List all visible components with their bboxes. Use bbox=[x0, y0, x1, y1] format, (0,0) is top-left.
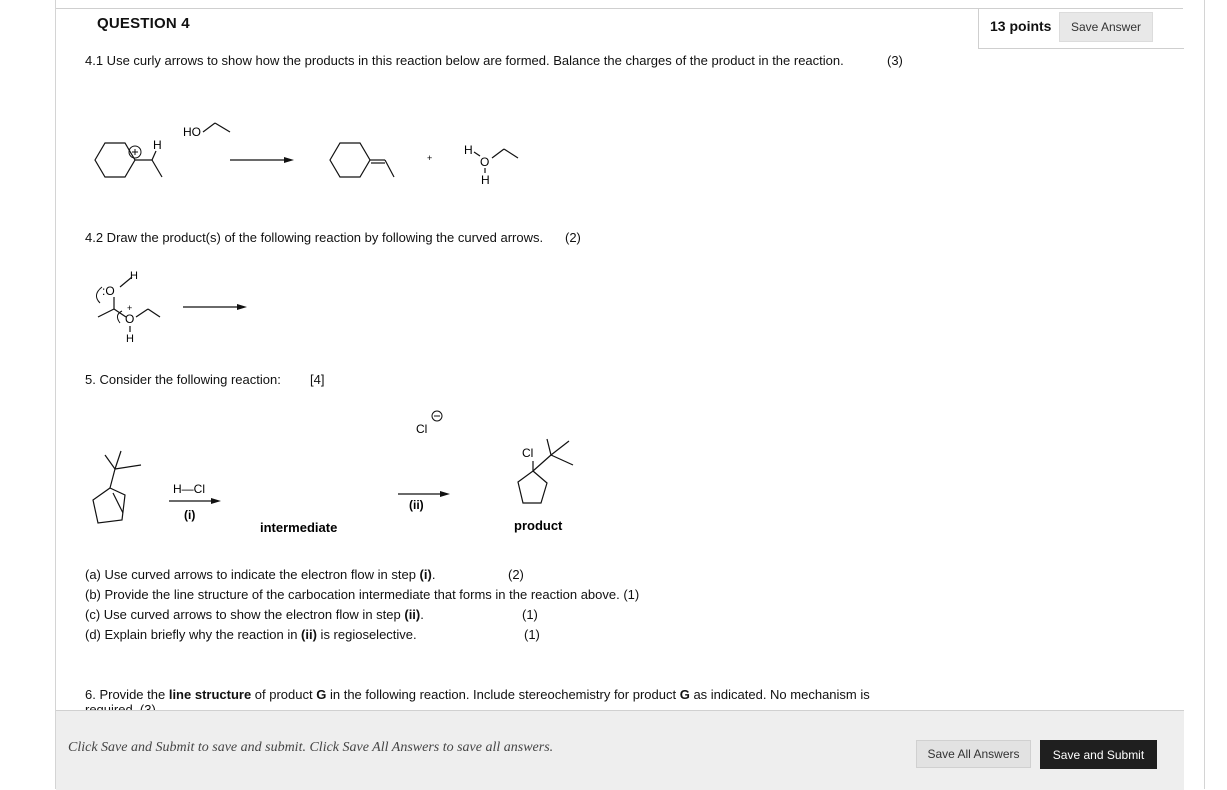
tbutyl-1 bbox=[105, 455, 115, 469]
h-label-1: H bbox=[153, 138, 162, 152]
save-all-answers-button[interactable]: Save All Answers bbox=[916, 740, 1031, 768]
q41-text: 4.1 Use curly arrows to show how the products in this reaction below are formed. Balance the charges of the product in the reaction. bbox=[85, 53, 844, 68]
part-a-marks: (2) bbox=[508, 567, 524, 582]
product-cl-label: Cl bbox=[522, 446, 534, 460]
q42-marks: (2) bbox=[565, 230, 581, 245]
bond-product-tbutyl bbox=[533, 455, 551, 471]
curved-arrow-2 bbox=[117, 311, 122, 323]
bond-ethanol-2 bbox=[215, 123, 230, 132]
o-label: O bbox=[480, 155, 490, 169]
step-ii-label: (ii) bbox=[409, 498, 424, 512]
part-d-text: (d) Explain briefly why the reaction in (ii) is regioselective. bbox=[85, 627, 417, 642]
cyclopentane-ring bbox=[518, 471, 547, 503]
lone-pair-oxygen: :O bbox=[102, 284, 115, 298]
q42-text: 4.2 Draw the product(s) of the following reaction by following the curved arrows. bbox=[85, 230, 544, 245]
q41-marks: (3) bbox=[887, 53, 903, 68]
bond-o-c bbox=[492, 149, 504, 158]
intermediate-label: intermediate bbox=[260, 520, 338, 535]
part-d-marks: (1) bbox=[524, 627, 540, 642]
part-a-text: (a) Use curved arrows to indicate the electron flow in step (i). bbox=[85, 567, 436, 582]
bond-o-ethyl-1 bbox=[136, 309, 148, 317]
oxonium-o-label: O bbox=[125, 312, 135, 326]
chloride-label: Cl bbox=[416, 422, 428, 436]
question-points: 13 points bbox=[990, 18, 1052, 34]
bond-methyl bbox=[152, 160, 162, 177]
bond-to-tbutyl bbox=[110, 469, 115, 488]
ring-double-bond bbox=[113, 493, 123, 513]
question-title: QUESTION 4 bbox=[97, 15, 190, 32]
product-tbutyl-2 bbox=[551, 455, 573, 465]
ho-label: HO bbox=[183, 125, 201, 139]
part-c-text: (c) Use curved arrows to show the electron flow in step (ii). bbox=[85, 607, 424, 622]
q6-text: 6. Provide the line structure of product G in the following reaction. Include stereochemistry for product G as indicated. No mechanism is bbox=[85, 687, 870, 702]
product-tbutyl-1 bbox=[547, 439, 551, 455]
bond-c-c-2 bbox=[504, 149, 518, 158]
save-and-submit-button[interactable]: Save and Submit bbox=[1040, 740, 1157, 769]
cyclohexane-ring-2 bbox=[330, 143, 370, 177]
h-label-3: H bbox=[481, 173, 490, 187]
h-label-bottom: H bbox=[126, 333, 134, 345]
arrow-ii-head bbox=[440, 491, 450, 497]
bond-o-ethyl-2 bbox=[148, 309, 160, 317]
reaction-5-scheme bbox=[85, 405, 605, 540]
bond-c-h bbox=[152, 151, 156, 160]
bond-alkene-methyl bbox=[385, 160, 394, 177]
part-c-marks: (1) bbox=[522, 607, 538, 622]
reagent-hcl: H—Cl bbox=[173, 482, 205, 496]
q5-text: 5. Consider the following reaction: bbox=[85, 372, 281, 387]
bond-methyl-left bbox=[98, 309, 114, 317]
h-label-top: H bbox=[130, 270, 138, 282]
cyclopentene-ring bbox=[93, 488, 125, 523]
reaction-4-2-scheme bbox=[90, 265, 260, 345]
step-i-label: (i) bbox=[184, 508, 196, 522]
part-b-text: (b) Provide the line structure of the carbocation intermediate that forms in the reaction above. (1) bbox=[85, 587, 640, 602]
reaction-arrow-2-head bbox=[237, 304, 247, 310]
bond-ethanol-1 bbox=[203, 123, 215, 132]
h-label-2: H bbox=[464, 143, 473, 157]
reaction-4-1-scheme bbox=[90, 115, 530, 190]
product-label: product bbox=[514, 518, 563, 533]
bond-o-h-top bbox=[120, 277, 132, 287]
product-tbutyl-3 bbox=[551, 441, 569, 455]
arrow-i-head bbox=[211, 498, 221, 504]
tbutyl-2 bbox=[115, 451, 121, 469]
cyclohexane-ring-1 bbox=[95, 143, 135, 177]
reaction-arrow-head bbox=[284, 157, 294, 163]
tbutyl-3 bbox=[115, 465, 141, 469]
oxonium-charge: + bbox=[127, 303, 133, 313]
q5-marks: [4] bbox=[310, 372, 325, 387]
footer-note: Click Save and Submit to save and submit. Click Save All Answers to save all answers. bbox=[68, 740, 554, 755]
plus-sign: + bbox=[427, 153, 433, 163]
save-answer-button[interactable]: Save Answer bbox=[1059, 12, 1153, 42]
